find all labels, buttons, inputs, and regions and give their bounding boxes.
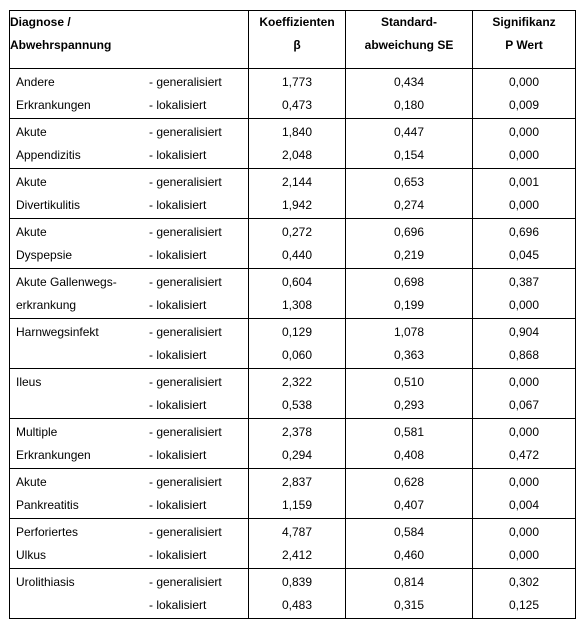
rigidity-type: - generalisiert — [149, 425, 222, 439]
rigidity-type: - generalisiert — [149, 75, 222, 89]
coefficient-cell — [249, 569, 346, 619]
diagnosis-name: erkrankung — [16, 298, 77, 312]
p-value: 0,125 — [508, 598, 540, 612]
p-value-cell — [473, 69, 576, 119]
rigidity-type: - generalisiert — [149, 575, 222, 589]
rigidity-type: - lokalisiert — [149, 348, 207, 362]
standard-error-value: 0,698 — [393, 275, 425, 289]
standard-error-value: 0,447 — [393, 125, 425, 139]
coefficient-value: 0,060 — [281, 348, 313, 362]
rigidity-type: - lokalisiert — [149, 248, 207, 262]
coefficient-value: 1,942 — [281, 198, 313, 212]
standard-error-value: 0,293 — [393, 398, 425, 412]
diagnosis-name — [16, 594, 149, 617]
rigidity-type: - generalisiert — [149, 175, 222, 189]
standard-error-cell — [346, 469, 473, 519]
header-diagnosis-line1: Diagnose / — [10, 15, 71, 29]
diagnosis-name: Harnwegsinfekt — [16, 325, 99, 339]
coefficient-value: 0,129 — [281, 325, 313, 339]
table-row — [10, 69, 576, 119]
standard-error-value: 0,315 — [393, 598, 425, 612]
diagnosis-name: Akute — [16, 225, 47, 239]
header-coefficient-line1: Koeffizienten — [259, 15, 335, 29]
coefficient-cell — [249, 219, 346, 269]
standard-error-value: 0,814 — [393, 575, 425, 589]
p-value: 0,000 — [508, 375, 540, 389]
header-significance-line1: Signifikanz — [492, 15, 556, 29]
p-value: 0,000 — [508, 125, 540, 139]
table-row — [10, 169, 576, 219]
p-value-cell — [473, 469, 576, 519]
standard-error-cell — [346, 269, 473, 319]
coefficient-value: 0,839 — [281, 575, 313, 589]
coefficient-cell — [249, 269, 346, 319]
coefficient-value: 2,412 — [281, 548, 313, 562]
rigidity-type: - lokalisiert — [149, 198, 207, 212]
p-value: 0,009 — [508, 98, 540, 112]
diagnosis-cell — [10, 419, 249, 469]
standard-error-cell — [346, 419, 473, 469]
diagnosis-name — [16, 344, 149, 367]
coefficient-cell — [249, 469, 346, 519]
rigidity-type: - lokalisiert — [149, 148, 207, 162]
table-body — [10, 69, 576, 619]
p-value-cell — [473, 319, 576, 369]
diagnosis-name: Akute — [16, 175, 47, 189]
rigidity-type: - generalisiert — [149, 225, 222, 239]
rigidity-type: - generalisiert — [149, 325, 222, 339]
rigidity-type: - lokalisiert — [149, 598, 207, 612]
standard-error-value: 0,434 — [393, 75, 425, 89]
diagnosis-cell — [10, 219, 249, 269]
p-value: 0,067 — [508, 398, 540, 412]
coefficient-value: 0,440 — [281, 248, 313, 262]
rigidity-type: - generalisiert — [149, 475, 222, 489]
diagnosis-name: Divertikulitis — [16, 198, 81, 212]
header-standard-error — [346, 11, 473, 69]
standard-error-cell — [346, 369, 473, 419]
diagnosis-cell — [10, 519, 249, 569]
coefficient-cell — [249, 319, 346, 369]
diagnosis-name: Ileus — [16, 375, 42, 389]
header-standard-error-line2: abweichung SE — [364, 38, 454, 52]
header-significance-line2: P Wert — [505, 38, 543, 52]
p-value-cell — [473, 119, 576, 169]
rigidity-type: - lokalisiert — [149, 98, 207, 112]
table-row — [10, 269, 576, 319]
standard-error-value: 0,510 — [393, 375, 425, 389]
diagnosis-name: Ulkus — [16, 548, 47, 562]
header-standard-error-line1: Standard- — [380, 15, 437, 29]
p-value-cell — [473, 569, 576, 619]
standard-error-cell — [346, 119, 473, 169]
coefficient-value: 2,378 — [281, 425, 313, 439]
diagnosis-cell — [10, 119, 249, 169]
table-row — [10, 219, 576, 269]
diagnosis-cell — [10, 169, 249, 219]
p-value: 0,045 — [508, 248, 540, 262]
coefficient-value: 1,773 — [281, 75, 313, 89]
table-row — [10, 119, 576, 169]
p-value: 0,001 — [508, 175, 540, 189]
rigidity-type: - generalisiert — [149, 375, 222, 389]
coefficient-value: 0,538 — [281, 398, 313, 412]
rigidity-type: - lokalisiert — [149, 498, 207, 512]
standard-error-cell — [346, 519, 473, 569]
diagnosis-name — [16, 394, 149, 417]
rigidity-type: - lokalisiert — [149, 398, 207, 412]
rigidity-type: - lokalisiert — [149, 298, 207, 312]
p-value: 0,000 — [508, 75, 540, 89]
p-value: 0,904 — [508, 325, 540, 339]
p-value: 0,696 — [508, 225, 540, 239]
coefficient-value: 4,787 — [281, 525, 313, 539]
coefficient-cell — [249, 369, 346, 419]
standard-error-value: 0,653 — [393, 175, 425, 189]
diagnosis-cell — [10, 69, 249, 119]
p-value: 0,000 — [508, 548, 540, 562]
diagnosis-name: Appendizitis — [16, 148, 81, 162]
header-coefficient-line2: β — [293, 38, 301, 52]
p-value-cell — [473, 219, 576, 269]
coefficient-value: 2,048 — [281, 148, 313, 162]
standard-error-value: 0,199 — [393, 298, 425, 312]
table-row — [10, 419, 576, 469]
diagnosis-name: Dyspepsie — [16, 248, 73, 262]
p-value: 0,000 — [508, 148, 540, 162]
standard-error-cell — [346, 169, 473, 219]
diagnosis-name: Akute — [16, 475, 47, 489]
diagnosis-name: Akute — [16, 125, 47, 139]
p-value: 0,472 — [508, 448, 540, 462]
p-value: 0,000 — [508, 425, 540, 439]
standard-error-value: 0,581 — [393, 425, 425, 439]
p-value-cell — [473, 419, 576, 469]
coefficient-value: 0,294 — [281, 448, 313, 462]
header-diagnosis-line2: Abwehrspannung — [10, 38, 112, 52]
diagnosis-name: Erkrankungen — [16, 448, 91, 462]
rigidity-type: - lokalisiert — [149, 448, 207, 462]
standard-error-value: 0,584 — [393, 525, 425, 539]
diagnosis-name: Perforiertes — [16, 525, 79, 539]
coefficient-cell — [249, 69, 346, 119]
rigidity-type: - generalisiert — [149, 125, 222, 139]
diagnosis-name: Andere — [16, 75, 55, 89]
coefficient-value: 0,272 — [281, 225, 313, 239]
standard-error-cell — [346, 319, 473, 369]
standard-error-value: 0,460 — [393, 548, 425, 562]
p-value: 0,004 — [508, 498, 540, 512]
coefficient-value: 2,144 — [281, 175, 313, 189]
coefficient-value: 0,483 — [281, 598, 313, 612]
p-value: 0,000 — [508, 298, 540, 312]
rigidity-type: - lokalisiert — [149, 548, 207, 562]
p-value: 0,000 — [508, 475, 540, 489]
p-value-cell — [473, 519, 576, 569]
standard-error-value: 1,078 — [393, 325, 425, 339]
header-coefficient — [249, 11, 346, 69]
coefficient-value: 0,473 — [281, 98, 313, 112]
p-value: 0,868 — [508, 348, 540, 362]
header-row — [10, 11, 576, 69]
rigidity-type: - generalisiert — [149, 525, 222, 539]
diagnosis-cell — [10, 269, 249, 319]
coefficient-value: 1,840 — [281, 125, 313, 139]
coefficient-value: 1,308 — [281, 298, 313, 312]
regression-table — [9, 10, 576, 619]
coefficient-value: 2,837 — [281, 475, 313, 489]
diagnosis-name: Akute Gallenwegs- — [16, 275, 117, 289]
diagnosis-name: Erkrankungen — [16, 98, 91, 112]
standard-error-value: 0,628 — [393, 475, 425, 489]
table-row — [10, 369, 576, 419]
standard-error-cell — [346, 219, 473, 269]
coefficient-cell — [249, 419, 346, 469]
p-value-cell — [473, 269, 576, 319]
standard-error-value: 0,363 — [393, 348, 425, 362]
coefficient-cell — [249, 519, 346, 569]
p-value: 0,000 — [508, 198, 540, 212]
coefficient-cell — [249, 169, 346, 219]
coefficient-value: 2,322 — [281, 375, 313, 389]
standard-error-cell — [346, 569, 473, 619]
standard-error-value: 0,154 — [393, 148, 425, 162]
standard-error-value: 0,274 — [393, 198, 425, 212]
standard-error-value: 0,180 — [393, 98, 425, 112]
p-value-cell — [473, 169, 576, 219]
standard-error-value: 0,219 — [393, 248, 425, 262]
coefficient-value: 1,159 — [281, 498, 313, 512]
standard-error-value: 0,696 — [393, 225, 425, 239]
diagnosis-cell — [10, 319, 249, 369]
diagnosis-name: Multiple — [16, 425, 58, 439]
diagnosis-name: Urolithiasis — [16, 575, 75, 589]
p-value-cell — [473, 369, 576, 419]
standard-error-cell — [346, 69, 473, 119]
rigidity-type: - generalisiert — [149, 275, 222, 289]
table-row — [10, 469, 576, 519]
diagnosis-cell — [10, 569, 249, 619]
coefficient-value: 0,604 — [281, 275, 313, 289]
diagnosis-name: Pankreatitis — [16, 498, 79, 512]
table-row — [10, 569, 576, 619]
header-diagnosis — [10, 11, 249, 69]
standard-error-value: 0,408 — [393, 448, 425, 462]
standard-error-value: 0,407 — [393, 498, 425, 512]
table-row — [10, 319, 576, 369]
header-significance — [473, 11, 576, 69]
table-row — [10, 519, 576, 569]
coefficient-cell — [249, 119, 346, 169]
diagnosis-cell — [10, 369, 249, 419]
p-value: 0,387 — [508, 275, 540, 289]
diagnosis-cell — [10, 469, 249, 519]
p-value: 0,000 — [508, 525, 540, 539]
p-value: 0,302 — [508, 575, 540, 589]
